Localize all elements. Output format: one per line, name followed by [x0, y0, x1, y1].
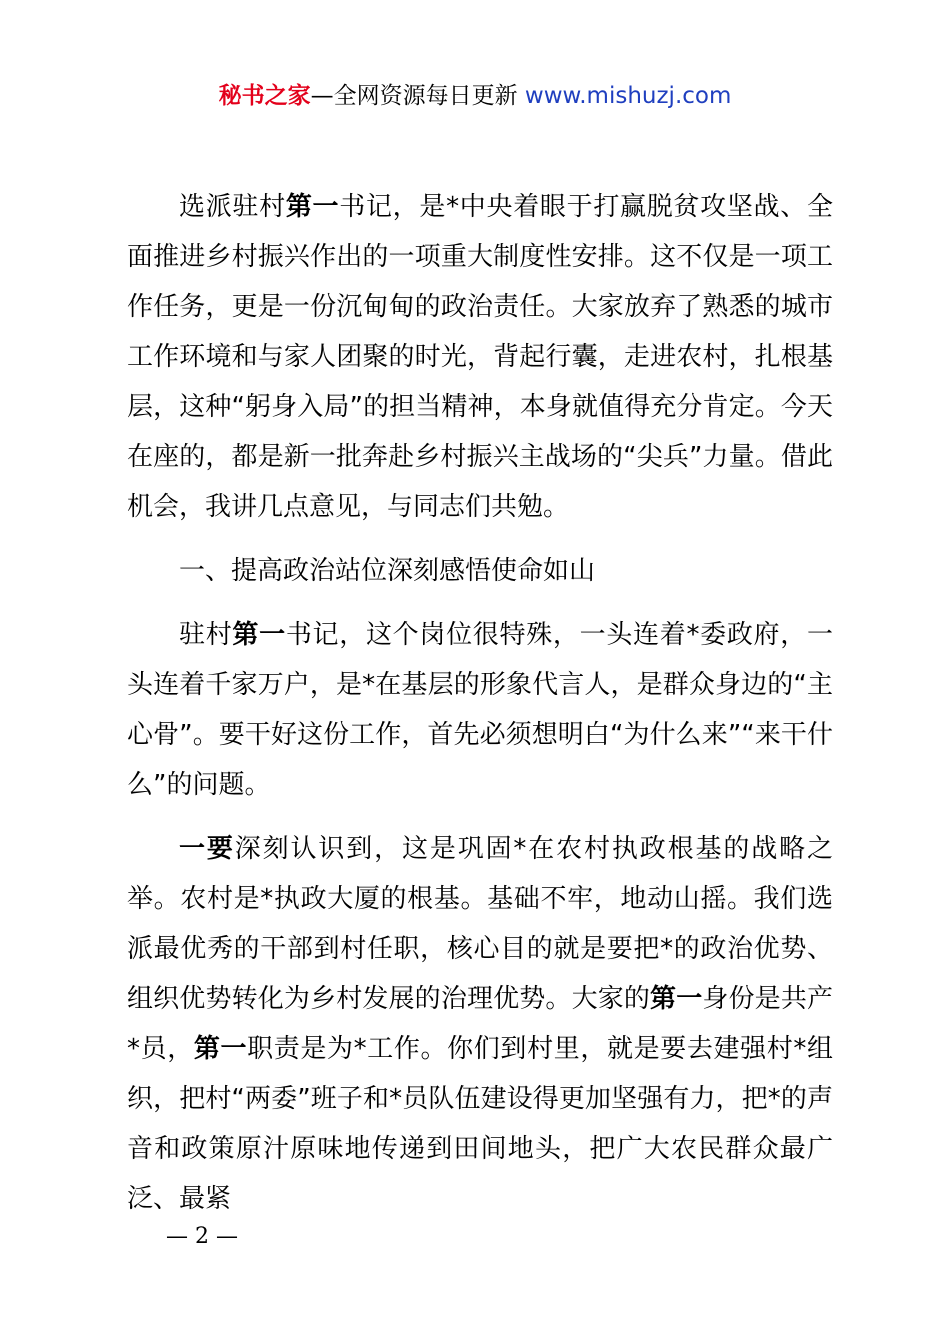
paragraph-3-text-c: 身份是共产*员，: [127, 984, 833, 1064]
site-url[interactable]: www.mishuzj.com: [524, 83, 732, 109]
paragraph-3-bold-2: 第一: [650, 984, 703, 1014]
paragraph-1-text-a: 选派驻村: [179, 192, 286, 222]
paragraph-2-bold-1: 第一: [232, 620, 286, 650]
paragraph-3-bold-3: 第一: [193, 1034, 248, 1064]
paragraph-3-text-a: 深刻认识到，这是巩固*在农村执政根基的战略之举。农村是*执政大厦的根基。基础不牢，地动山摇。我们选派最优秀的干部到村任职，核心目的就是要把*的政治优势、组织优势转化为乡村发展的治理优势。大家的: [127, 834, 833, 1014]
site-header: [0, 80, 950, 112]
paragraph-2: [127, 610, 833, 810]
paragraph-3: [127, 824, 833, 1224]
paragraph-3-bold-1: 一要: [179, 834, 235, 864]
site-tagline: —全网资源每日更新: [310, 83, 525, 109]
paragraph-3-text-d: 职责是为*工作。你们到村里，就是要去建强村*组织，把村“两委”班子和*员队伍建设得更加坚强有力，把*的声音和政策原汁原味地传递到田间地头，把广大农民群众最广泛、最紧: [127, 1034, 833, 1214]
site-brand: 秘书之家: [218, 83, 311, 109]
section-heading-1: 一、提高政治站位深刻感悟使命如山: [179, 556, 596, 586]
paragraph-2-text-c: 书记，这个岗位很特殊，一头连着*委政府，一头连着千家万户，是*在基层的形象代言人，是群众身边的“主心骨”。要干好这份工作，首先必须想明白“为什么来”“来干什么”的问题。: [127, 620, 833, 800]
page-number: — 2 —: [166, 1224, 238, 1249]
document-body: [127, 182, 833, 1224]
paragraph-2-text-a: 驻村: [179, 620, 233, 650]
paragraph-1-text-c: 书记，是*中央着眼于打赢脱贫攻坚战、全面推进乡村振兴作出的一项重大制度性安排。这不仅是一项工作任务，更是一份沉甸甸的政治责任。大家放弃了熟悉的城市工作环境和与家人团聚的时光，背起行囊，走进农村，扎根基层，这种“躬身入局”的担当精神，本身就值得充分肯定。今天在座的，都是新一批奔赴乡村振兴主战场的“尖兵”力量。借此机会，我讲几点意见，与同志们共勉。: [127, 192, 833, 522]
paragraph-1: [127, 182, 833, 532]
paragraph-1-bold-1: 第一: [285, 192, 340, 222]
